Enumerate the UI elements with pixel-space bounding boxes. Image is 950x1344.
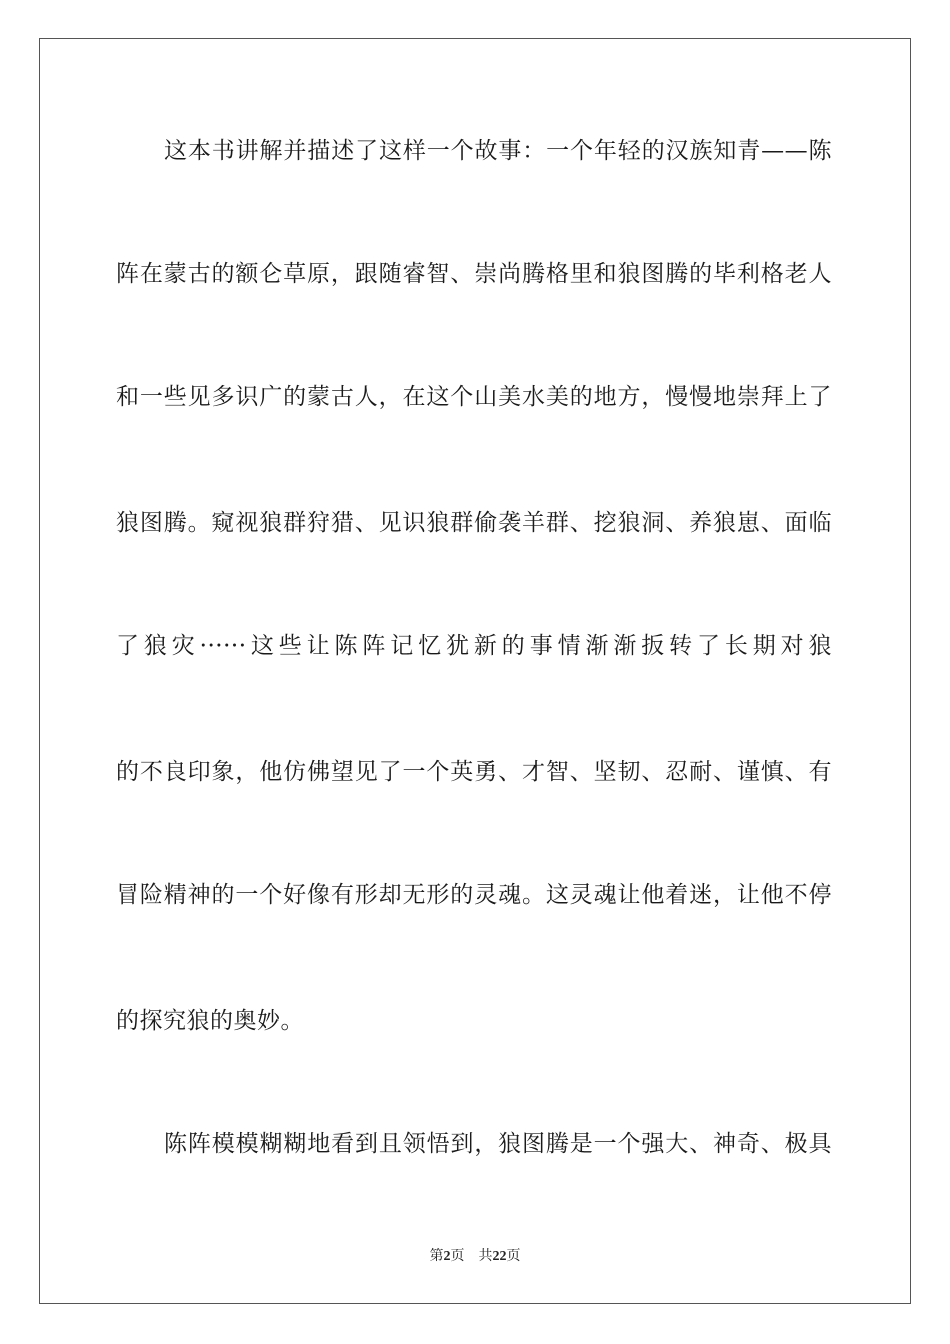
paragraph-1-line-1: 这本书讲解并描述了这样一个故事：一个年轻的汉族知青——陈 (164, 138, 832, 164)
page-number: 2 (443, 1249, 451, 1264)
total-suffix: 页 (506, 1248, 521, 1264)
paragraph-1-line-3: 和一些见多识广的蒙古人，在这个山美水美的地方，慢慢地崇拜上了 (116, 384, 832, 410)
paragraph-1-line-6: 的不良印象，他仿佛望见了一个英勇、才智、坚韧、忍耐、谨慎、有 (116, 759, 832, 785)
paragraph-1-line-5: 了狼灾······这些让陈阵记忆犹新的事情渐渐扳转了长期对狼 (116, 633, 832, 659)
paragraph-2-line-1: 陈阵模模糊糊地看到且领悟到，狼图腾是一个强大、神奇、极具 (164, 1131, 832, 1157)
paragraph-1-line-4: 狼图腾。窥视狼群狩猎、见识狼群偷袭羊群、挖狼洞、养狼崽、面临 (116, 510, 832, 536)
total-pages: 22 (492, 1249, 507, 1264)
paragraph-1-line-8: 的探究狼的奥妙。 (116, 1008, 304, 1034)
total-prefix: 共 (478, 1248, 493, 1264)
paragraph-1-line-7: 冒险精神的一个好像有形却无形的灵魂。这灵魂让他着迷，让他不停 (116, 882, 832, 908)
page-prefix: 第 (429, 1248, 444, 1264)
page-footer (0, 1246, 950, 1267)
paragraph-1-line-2: 阵在蒙古的额仑草原，跟随睿智、崇尚腾格里和狼图腾的毕利格老人 (116, 261, 832, 287)
page-suffix: 页 (450, 1248, 465, 1264)
page-border (39, 38, 911, 1304)
